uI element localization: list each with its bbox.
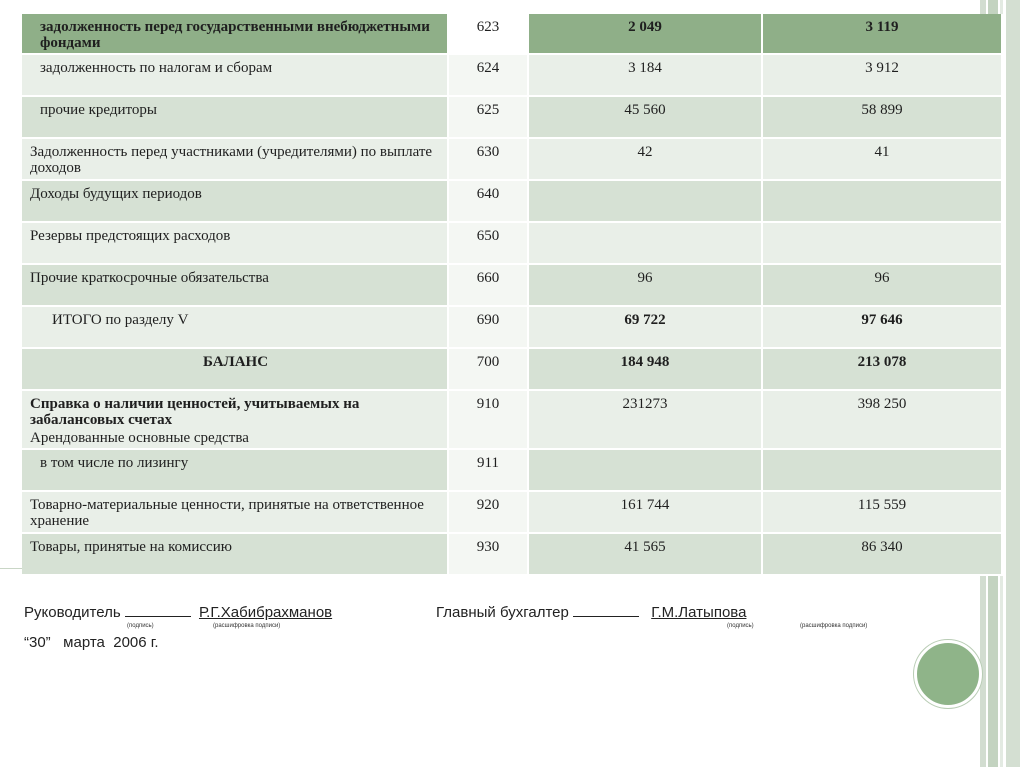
- row-value-end: 86 340: [762, 533, 1002, 575]
- signature-blank: [125, 604, 191, 617]
- row-name: Товарно-материальные ценности, принятые на ответственное хранение: [22, 491, 448, 533]
- accountant-name: Г.М.Латыпова: [651, 604, 747, 621]
- table-row: [22, 533, 1002, 575]
- row-name: БАЛАНС: [22, 348, 448, 390]
- row-value-start: 3 184: [528, 54, 762, 96]
- head-signature-line: [24, 604, 332, 621]
- document-date: “30” марта 2006 г.: [24, 634, 159, 651]
- row-name: Прочие краткосрочные обязательства: [22, 264, 448, 306]
- row-name: прочие кредиторы: [22, 96, 448, 138]
- row-name: Задолженность перед участниками (учредителями) по выплате доходов: [22, 138, 448, 180]
- table-row: [22, 491, 1002, 533]
- row-value-end: [762, 180, 1002, 222]
- head-label: Руководитель: [24, 604, 121, 621]
- row-subname: Арендованные основные средства: [30, 430, 249, 446]
- row-value-start: 96: [528, 264, 762, 306]
- table-row: [22, 14, 1002, 54]
- row-code: 911: [448, 449, 528, 491]
- row-code: 920: [448, 491, 528, 533]
- row-value-end: [762, 449, 1002, 491]
- table-row: [22, 138, 1002, 180]
- row-name: задолженность перед государственными внебюджетными фондами: [22, 14, 448, 54]
- row-code: 690: [448, 306, 528, 348]
- row-code: 640: [448, 180, 528, 222]
- sign-hint: (подпись): [727, 623, 754, 629]
- row-name: ИТОГО по разделу V: [22, 306, 448, 348]
- table-row: [22, 390, 1002, 449]
- row-name: Резервы предстоящих расходов: [22, 222, 448, 264]
- row-value-end: 115 559: [762, 491, 1002, 533]
- row-value-start: 231273: [528, 390, 762, 449]
- table-row: [22, 180, 1002, 222]
- row-code: 624: [448, 54, 528, 96]
- row-value-start: 45 560: [528, 96, 762, 138]
- row-value-end: 96: [762, 264, 1002, 306]
- row-code: 650: [448, 222, 528, 264]
- row-code: 625: [448, 96, 528, 138]
- stripe: [1006, 0, 1020, 767]
- section-heading: Справка о наличии ценностей, учитываемых на забалансовых счетах: [30, 396, 360, 428]
- accountant-signature-line: [436, 604, 746, 621]
- row-code: 630: [448, 138, 528, 180]
- table-row: [22, 264, 1002, 306]
- row-value-end: 97 646: [762, 306, 1002, 348]
- decorative-circle: [914, 640, 982, 708]
- accountant-label: Главный бухгалтер: [436, 604, 569, 621]
- table-row: [22, 306, 1002, 348]
- decode-hint: (расшифровка подписи): [800, 623, 868, 629]
- row-value-end: 58 899: [762, 96, 1002, 138]
- head-name: Р.Г.Хабибрахманов: [198, 604, 333, 621]
- balance-table: [22, 14, 1003, 576]
- row-name: [22, 390, 448, 449]
- row-name: в том числе по лизингу: [22, 449, 448, 491]
- table-row: [22, 96, 1002, 138]
- row-value-start: 161 744: [528, 491, 762, 533]
- row-value-start: 42: [528, 138, 762, 180]
- decode-hint: (расшифровка подписи): [213, 623, 281, 629]
- row-value-end: 41: [762, 138, 1002, 180]
- row-name: Доходы будущих периодов: [22, 180, 448, 222]
- row-value-start: [528, 222, 762, 264]
- row-code: 930: [448, 533, 528, 575]
- row-code: 700: [448, 348, 528, 390]
- row-code: 660: [448, 264, 528, 306]
- table-row: [22, 449, 1002, 491]
- row-value-end: [762, 222, 1002, 264]
- row-code: 910: [448, 390, 528, 449]
- table-row: [22, 222, 1002, 264]
- row-value-end: 3 119: [762, 14, 1002, 54]
- sign-hint: (подпись): [127, 623, 154, 629]
- row-value-end: 3 912: [762, 54, 1002, 96]
- table-row: [22, 54, 1002, 96]
- row-value-end: 398 250: [762, 390, 1002, 449]
- row-name: Товары, принятые на комиссию: [22, 533, 448, 575]
- row-value-start: [528, 449, 762, 491]
- signature-blank: [573, 604, 639, 617]
- row-value-start: [528, 180, 762, 222]
- row-value-start: 184 948: [528, 348, 762, 390]
- row-value-start: 69 722: [528, 306, 762, 348]
- row-value-start: 41 565: [528, 533, 762, 575]
- row-value-start: 2 049: [528, 14, 762, 54]
- row-code: 623: [448, 14, 528, 54]
- row-value-end: 213 078: [762, 348, 1002, 390]
- row-name: задолженность по налогам и сборам: [22, 54, 448, 96]
- table-row: [22, 348, 1002, 390]
